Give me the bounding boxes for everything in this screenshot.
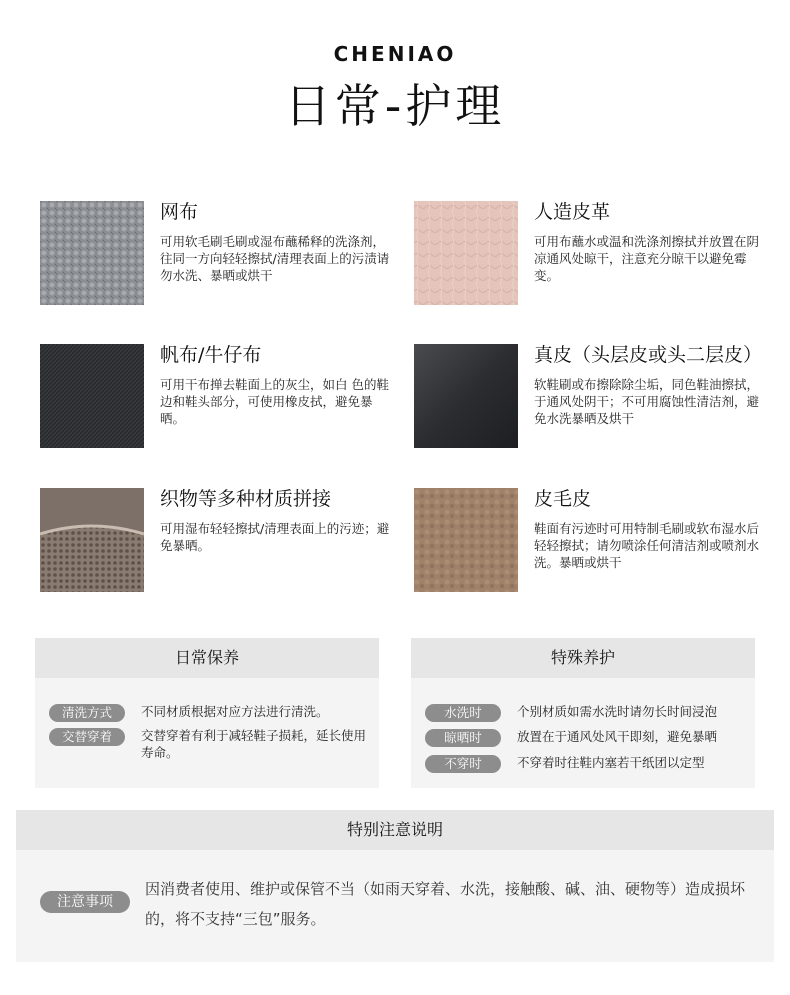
care-tag: 不穿时: [425, 755, 501, 773]
material-canvas-denim: [40, 344, 400, 454]
care-tag: 水洗时: [425, 704, 501, 722]
daily-care-title: 日常保养: [35, 638, 379, 678]
daily-care-panel: [35, 638, 379, 788]
material-name: 织物等多种材质拼接: [160, 488, 332, 510]
mixed-fabric-swatch: [40, 488, 144, 592]
care-row: [49, 702, 369, 724]
material-desc: 可用湿布轻轻擦拭/清理表面上的污迹；避免暴晒。: [160, 521, 390, 553]
mesh-fabric-swatch: [40, 201, 144, 305]
notice-title: 特别注意说明: [16, 810, 774, 850]
material-desc: 可用软毛刷毛刷或湿布蘸稀释的洗涤剂，往同一方向轻轻擦拭/清理表面上的污渍请勿水洗、暴晒或烘干: [160, 234, 390, 283]
material-name: 皮毛皮: [534, 488, 592, 510]
care-tag: 清洗方式: [49, 704, 125, 722]
material-name: 人造皮革: [534, 201, 611, 223]
notice-text: 因消费者使用、维护或保管不当（如雨天穿着、水洗，接触酸、碱、油、硬物等）造成损坏的，将不支持“三包”服务。: [145, 880, 746, 928]
special-care-panel: [411, 638, 755, 788]
care-text: 不穿着时往鞋内塞若干纸团以定型: [517, 755, 705, 770]
material-desc: 软鞋刷或布擦除除尘垢，同色鞋油擦拭，于通风处阴干；不可用腐蚀性清洁剂，避免水洗暴晒及烘干: [534, 377, 760, 426]
care-tag: 交替穿着: [49, 728, 125, 746]
suede-swatch: [414, 488, 518, 592]
care-text: 交替穿着有利于减轻鞋子损耗，延长使用寿命。: [141, 728, 367, 760]
material-faux-leather: [414, 201, 774, 311]
material-mixed-fabric: [40, 488, 400, 598]
genuine-leather-swatch: [414, 344, 518, 448]
care-row: [49, 726, 369, 760]
material-genuine-leather: [414, 344, 774, 454]
material-desc: 鞋面有污迹时可用特制毛刷或软布湿水后轻轻擦拭；请勿喷涂任何清洁剂或喷剂水洗。暴晒或烘干: [534, 521, 760, 570]
care-row: [425, 727, 745, 749]
care-row: [425, 702, 745, 724]
material-desc: 可用干布掸去鞋面上的灰尘，如白 色的鞋边和鞋头部分，可使用橡皮拭，避免暴晒。: [160, 377, 389, 426]
material-suede: [414, 488, 774, 598]
faux-leather-swatch: [414, 201, 518, 305]
canvas-denim-swatch: [40, 344, 144, 448]
page-title: 日常-护理: [284, 79, 506, 133]
material-desc: 可用布蘸水或温和洗涤剂擦拭并放置在阴凉通风处晾干，注意充分晾干以避免霉变。: [534, 234, 760, 283]
care-text: 不同材质根据对应方法进行清洗。: [141, 704, 329, 719]
material-name: 帆布/牛仔布: [160, 344, 262, 366]
care-text: 放置在于通风处风干即刻，避免暴晒: [517, 729, 718, 744]
brand-logo: CHENIAO: [333, 42, 457, 66]
material-name: 真皮（头层皮或头二层皮）: [534, 344, 763, 366]
special-care-title: 特殊养护: [411, 638, 755, 678]
material-mesh: [40, 201, 400, 311]
care-row: [425, 753, 745, 775]
material-name: 网布: [160, 201, 199, 223]
notice-tag: 注意事项: [40, 891, 130, 913]
care-text: 个别材质如需水洗时请勿长时间浸泡: [517, 704, 718, 719]
care-tag: 晾晒时: [425, 729, 501, 747]
